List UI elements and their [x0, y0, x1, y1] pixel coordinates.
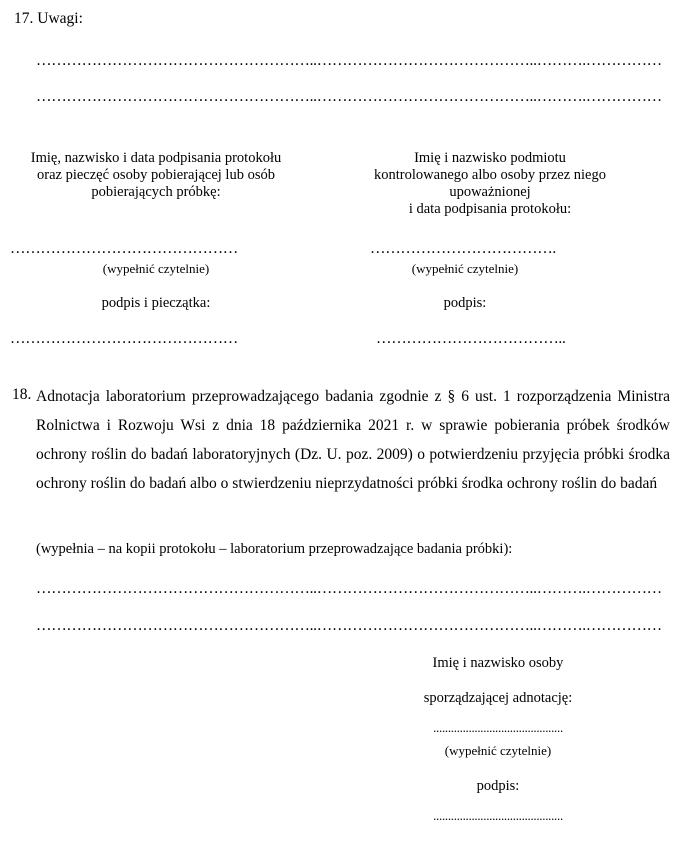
left-sign-line[interactable]: ……………………………………… — [10, 330, 239, 347]
left-signature-caption — [0, 150, 312, 201]
annotation-line-1[interactable]: ………………………………………………..……………………………………..……….…………… — [36, 580, 662, 597]
left-caption-line: Imię, nazwisko i data podpisania protokołu — [30, 150, 282, 166]
remarks-line-2[interactable]: ………………………………………………..……………………………………..……….…………… — [36, 88, 662, 105]
right-caption-line: kontrolowanego albo osoby przez niego — [374, 167, 606, 183]
left-caption-line: pobierających próbkę: — [91, 184, 221, 200]
right-caption-line: upoważnionej — [449, 184, 531, 200]
right-signature-caption — [340, 150, 640, 218]
section-18-note: (wypełnia – na kopii protokołu – laboratorium przeprowadzające badania próbki): — [36, 541, 513, 557]
left-caption-line: oraz pieczęć osoby pobierającej lub osób — [37, 167, 275, 183]
annotation-line-2[interactable]: ………………………………………………..……………………………………..……….…………… — [36, 617, 662, 634]
left-sign-label: podpis i pieczątka: — [101, 295, 211, 311]
left-name-line[interactable]: ……………………………………… — [10, 240, 239, 257]
left-name-note: (wypełnić czytelnie) — [102, 261, 210, 276]
annotator-sign-line[interactable]: ............................................ — [433, 808, 563, 823]
right-caption-line: i data podpisania protokołu: — [408, 201, 572, 217]
annotator-name-note: (wypełnić czytelnie) — [444, 743, 552, 758]
section-18-number: 18. — [12, 386, 32, 403]
annotator-sign-label: podpis: — [476, 778, 520, 794]
right-name-line[interactable]: ………………………………. — [370, 240, 556, 257]
annotator-label-line-2: sporządzającej adnotację: — [423, 690, 573, 706]
right-sign-label: podpis: — [443, 295, 487, 311]
right-sign-line[interactable]: ……………………………….. — [376, 330, 566, 347]
annotator-name-line[interactable]: ............................................ — [433, 720, 563, 735]
annotator-label-line-1: Imię i nazwisko osoby — [432, 655, 564, 671]
right-name-note: (wypełnić czytelnie) — [411, 261, 519, 276]
section-17-heading: 17. Uwagi: — [14, 10, 83, 27]
right-caption-line: Imię i nazwisko podmiotu — [414, 150, 566, 166]
remarks-line-1[interactable]: ………………………………………………..……………………………………..……….…………… — [36, 52, 662, 69]
section-18-text: Adnotacja laboratorium przeprowadzającego badania zgodnie z § 6 ust. 1 rozporządzenia Ministra Rolnictwa i Rozwoju Wsi z dnia 18 października 2021 r. w sprawie pobierania próbek środków ochrony roślin do badań laboratoryjnych (Dz. U. poz. 2009) o potwierdzeniu przyjęcia próbki środka ochrony roślin do badań albo o stwierdzeniu nieprzydatności próbki środka ochrony roślin do badań — [36, 388, 670, 492]
